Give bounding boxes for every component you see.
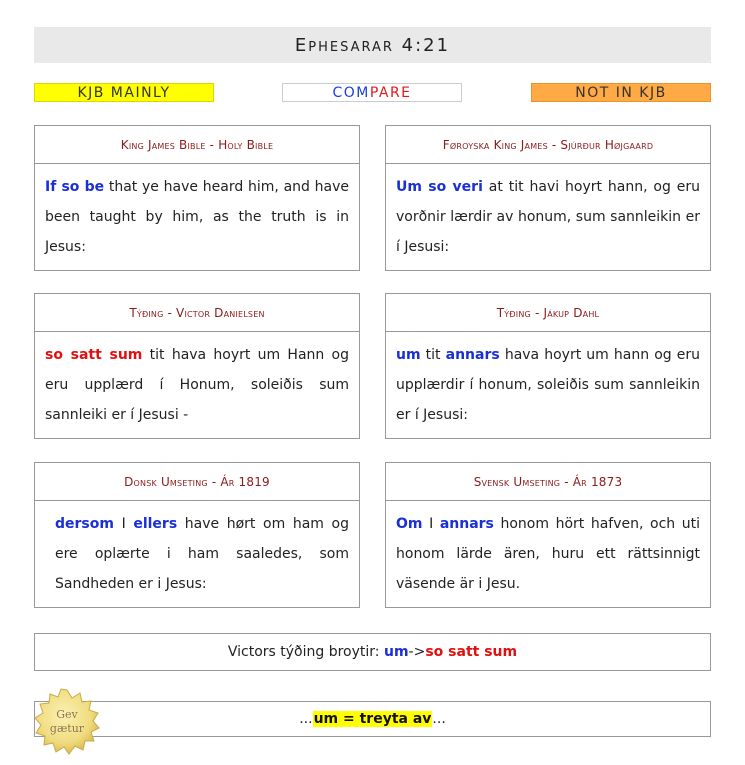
hint-box <box>34 701 711 737</box>
card-verse-text <box>386 332 710 440</box>
card-heading[interactable]: Týðing - Jákup Dahl <box>386 294 710 332</box>
compare-button[interactable] <box>282 83 462 102</box>
kjb-mainly-button[interactable]: KJB MAINLY <box>34 83 214 102</box>
note-arrow: -> <box>408 644 426 660</box>
translation-change-note <box>34 633 711 671</box>
card-faroese-king-james <box>385 125 711 271</box>
highlighted-word: um <box>396 347 421 363</box>
highlighted-word: annars <box>439 516 494 532</box>
verse-text: at tit havi hoyrt hann, og eru vorðnir lærdir av honum, sum sannleikin er í Jesusi: <box>396 179 701 255</box>
highlighted-word: Om <box>396 516 423 532</box>
verse-text: tit hava hoyrt um Hann og eru upplærd í Honum, soleiðis sum sannleiki er í Jesusi - <box>45 347 349 423</box>
card-verse-text <box>386 164 710 272</box>
card-swedish <box>385 462 711 608</box>
hint-highlight: um = treyta av <box>313 711 432 727</box>
seal-label <box>33 688 101 756</box>
verse-text: I <box>113 516 134 532</box>
not-in-kjb-button[interactable]: NOT IN KJB <box>531 83 711 102</box>
verse-text: have hørt om ham og ere oplærte i ham saaledes, som Sandheden er i Jesus: <box>55 516 350 592</box>
note-changed-word: so satt sum <box>425 644 518 660</box>
highlighted-word: so satt sum <box>45 347 143 363</box>
verse-text: tit <box>420 347 446 363</box>
highlighted-word: If so be <box>45 179 105 195</box>
seal-line-1: Gev <box>56 708 78 721</box>
note-original-word: um <box>383 644 409 660</box>
card-heading[interactable]: Donsk Umseting - Ár 1819 <box>35 463 359 501</box>
card-verse-text <box>386 501 710 609</box>
gev-gaetur-seal-icon[interactable] <box>33 688 101 756</box>
card-jakup-dahl <box>385 293 711 439</box>
verse-text: I <box>422 516 440 532</box>
highlighted-word: Um so veri <box>396 179 483 195</box>
highlighted-word: dersom <box>55 516 114 532</box>
verse-text: hava hoyrt um hann og eru upplærdir í honum, soleiðis sum sannleikin er í Jesusi: <box>396 347 700 423</box>
verse-text: that ye have heard him, and have been taught by him, as the truth is in Jesus: <box>45 179 349 255</box>
card-verse-text <box>35 164 359 272</box>
verse-text: honom hört hafven, och uti honom lärde ären, huru ett rättsinnigt väsende är i Jesu. <box>396 516 700 592</box>
compare-label-part2: PARE <box>369 84 412 101</box>
card-victor-danielsen <box>34 293 360 439</box>
seal-line-2: gætur <box>49 722 85 735</box>
card-verse-text <box>35 332 359 440</box>
card-kjb <box>34 125 360 271</box>
card-heading[interactable]: Týðing - Victor Danielsen <box>35 294 359 332</box>
card-verse-text <box>35 501 359 609</box>
card-heading[interactable]: Svensk Umseting - Ár 1873 <box>386 463 710 501</box>
page-title: Ephesarar 4:21 <box>34 27 711 63</box>
card-danish <box>34 462 360 608</box>
highlighted-word: ellers <box>133 516 178 532</box>
highlighted-word: annars <box>445 347 500 363</box>
hint-prefix: ... <box>299 711 313 727</box>
hint-suffix: ... <box>432 711 446 727</box>
compare-label-part1: COM <box>332 84 370 101</box>
card-heading[interactable]: King James Bible - Holy Bible <box>35 126 359 164</box>
note-prefix: Victors týðing broytir: <box>227 644 380 660</box>
card-heading[interactable]: Føroyska King James - Sjúrður Højgaard <box>386 126 710 164</box>
